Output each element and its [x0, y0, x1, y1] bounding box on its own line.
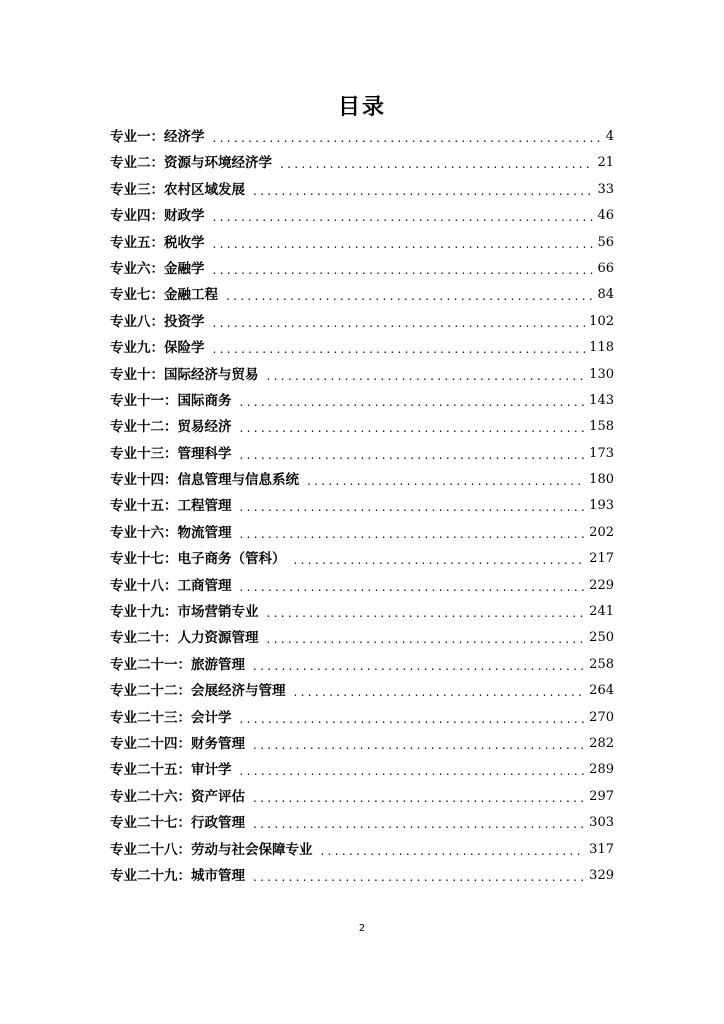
- toc-entry[interactable]: [110, 362, 614, 388]
- toc-dot-leader: [267, 626, 586, 652]
- toc-entry-page: 84: [597, 287, 614, 303]
- toc-entry-label: 专业二十五：审计学: [110, 762, 232, 779]
- toc-entry-page: 21: [597, 155, 614, 171]
- toc-entry-label: 专业十五：工程管理: [110, 498, 232, 515]
- toc-entry-page: 317: [589, 841, 614, 857]
- toc-dot-leader: [240, 521, 586, 547]
- toc-entry[interactable]: [110, 731, 614, 757]
- toc-entry[interactable]: [110, 230, 614, 256]
- toc-dot-leader: [253, 653, 585, 679]
- toc-dot-leader: [240, 415, 586, 441]
- toc-dot-leader: [240, 706, 586, 732]
- toc-dot-leader: [213, 204, 594, 230]
- toc-entry-page: 258: [589, 656, 614, 672]
- toc-entry-label: 专业二：资源与环境经济学: [110, 155, 272, 172]
- toc-title: 目录: [337, 95, 386, 120]
- toc-entry[interactable]: [110, 573, 614, 599]
- toc-entry-label: 专业十六：物流管理: [110, 524, 232, 541]
- toc-entry-page: 130: [589, 366, 614, 382]
- toc-entry-page: 270: [589, 709, 614, 725]
- toc-entry-label: 专业二十三：会计学: [110, 709, 232, 726]
- toc-dot-leader: [280, 151, 593, 177]
- toc-entry-label: 专业二十七：行政管理: [110, 815, 245, 832]
- toc-entry[interactable]: [110, 863, 614, 889]
- toc-entry-label: 专业十四：信息管理与信息系统: [110, 472, 299, 489]
- toc-dot-leader: [253, 178, 593, 204]
- toc-entry[interactable]: [110, 784, 614, 810]
- toc-entry[interactable]: [110, 388, 614, 414]
- toc-entry-label: 专业十九：市场营销专业: [110, 604, 259, 621]
- toc-entry-label: 专业二十八：劳动与社会保障专业: [110, 841, 313, 858]
- toc-entry-page: 282: [589, 735, 614, 751]
- toc-entry-page: 297: [589, 788, 614, 804]
- toc-entry[interactable]: [110, 203, 614, 229]
- toc-dot-leader: [240, 442, 586, 468]
- toc-entry-page: 4: [605, 129, 614, 144]
- toc-dot-leader: [240, 758, 586, 784]
- toc-dot-leader: [213, 257, 594, 283]
- toc-entry-page: 289: [589, 762, 614, 778]
- toc-entry-page: 56: [597, 234, 614, 250]
- toc-entry-page: 193: [589, 498, 614, 514]
- toc-entry-label: 专业九：保险学: [110, 340, 205, 357]
- toc-entry-label: 专业二十四：财务管理: [110, 735, 245, 752]
- toc-entry[interactable]: [110, 282, 614, 308]
- toc-dot-leader: [294, 547, 586, 573]
- toc-dot-leader: [213, 231, 594, 257]
- toc-entry-label: 专业十八：工商管理: [110, 577, 232, 594]
- toc-entry-page: 33: [597, 181, 614, 197]
- toc-dot-leader: [294, 679, 586, 705]
- toc-entry-page: 173: [589, 445, 614, 461]
- toc-dot-leader: [240, 574, 586, 600]
- toc-dot-leader: [253, 864, 585, 890]
- toc-entry[interactable]: [110, 757, 614, 783]
- toc-dot-leader: [240, 494, 586, 520]
- toc-entry-page: 66: [597, 260, 614, 276]
- toc-entry[interactable]: [110, 150, 614, 176]
- toc-entry-page: 118: [589, 340, 614, 356]
- toc-entry-label: 专业七：金融工程: [110, 287, 218, 304]
- toc-entry[interactable]: [110, 256, 614, 282]
- toc-entry[interactable]: [110, 124, 614, 150]
- page-number: 2: [358, 923, 366, 934]
- toc-entry[interactable]: [110, 493, 614, 519]
- toc-entry[interactable]: [110, 837, 614, 863]
- toc-entry[interactable]: [110, 441, 614, 467]
- toc-dot-leader: [253, 811, 585, 837]
- toc-entry-label: 专业十三：管理科学: [110, 445, 232, 462]
- toc-entry-page: 303: [589, 815, 614, 831]
- toc-entry-page: 329: [589, 867, 614, 883]
- toc-entry-page: 143: [589, 392, 614, 408]
- toc-entry[interactable]: [110, 652, 614, 678]
- toc-entry-label: 专业十一：国际商务: [110, 392, 232, 409]
- toc-entry-page: 241: [589, 604, 614, 620]
- toc-entry[interactable]: [110, 705, 614, 731]
- toc-dot-leader: [321, 838, 586, 864]
- toc-dot-leader: [253, 732, 585, 758]
- toc-entry-page: 102: [589, 313, 614, 329]
- toc-entry[interactable]: [110, 414, 614, 440]
- toc-entry-label: 专业二十：人力资源管理: [110, 630, 259, 647]
- toc-entry-label: 专业六：金融学: [110, 260, 205, 277]
- toc-entry[interactable]: [110, 309, 614, 335]
- toc-entry-label: 专业二十六：资产评估: [110, 788, 245, 805]
- toc-entry[interactable]: [110, 810, 614, 836]
- toc-entry-page: 264: [589, 683, 614, 699]
- toc-dot-leader: [307, 468, 585, 494]
- toc-entry-page: 250: [589, 630, 614, 646]
- toc-dot-leader: [213, 336, 586, 362]
- toc-dot-leader: [253, 785, 585, 811]
- toc-entry-label: 专业八：投资学: [110, 313, 205, 330]
- toc-entry-page: 202: [589, 524, 614, 540]
- toc-entry-page: 229: [589, 577, 614, 593]
- toc-entry[interactable]: [110, 546, 614, 572]
- toc-entry-label: 专业五：税收学: [110, 234, 205, 251]
- toc-entry[interactable]: [110, 678, 614, 704]
- toc-entry-label: 专业三：农村区域发展: [110, 181, 245, 198]
- toc-entry-page: 180: [589, 472, 614, 488]
- toc-entry-page: 158: [589, 419, 614, 435]
- toc-entry-label: 专业二十一：旅游管理: [110, 656, 245, 673]
- toc-entry[interactable]: [110, 177, 614, 203]
- toc-entry[interactable]: [110, 599, 614, 625]
- table-of-contents: [110, 124, 614, 889]
- toc-entry-label: 专业二十九：城市管理: [110, 867, 245, 884]
- toc-entry-page: 46: [597, 208, 614, 224]
- toc-dot-leader: [213, 125, 602, 151]
- toc-entry-label: 专业十：国际经济与贸易: [110, 366, 259, 383]
- toc-entry-label: 专业十七：电子商务（管科）: [110, 551, 286, 568]
- toc-entry-label: 专业一：经济学: [110, 129, 205, 145]
- toc-dot-leader: [267, 363, 586, 389]
- toc-entry-label: 专业二十二：会展经济与管理: [110, 683, 286, 700]
- toc-entry[interactable]: [110, 335, 614, 361]
- toc-entry-label: 专业四：财政学: [110, 208, 205, 225]
- toc-entry[interactable]: [110, 520, 614, 546]
- toc-dot-leader: [213, 310, 586, 336]
- toc-entry[interactable]: [110, 625, 614, 651]
- toc-dot-leader: [267, 600, 586, 626]
- toc-dot-leader: [240, 389, 586, 415]
- toc-entry[interactable]: [110, 467, 614, 493]
- toc-entry-page: 217: [589, 551, 614, 567]
- toc-dot-leader: [226, 283, 593, 309]
- toc-entry-label: 专业十二：贸易经济: [110, 419, 232, 436]
